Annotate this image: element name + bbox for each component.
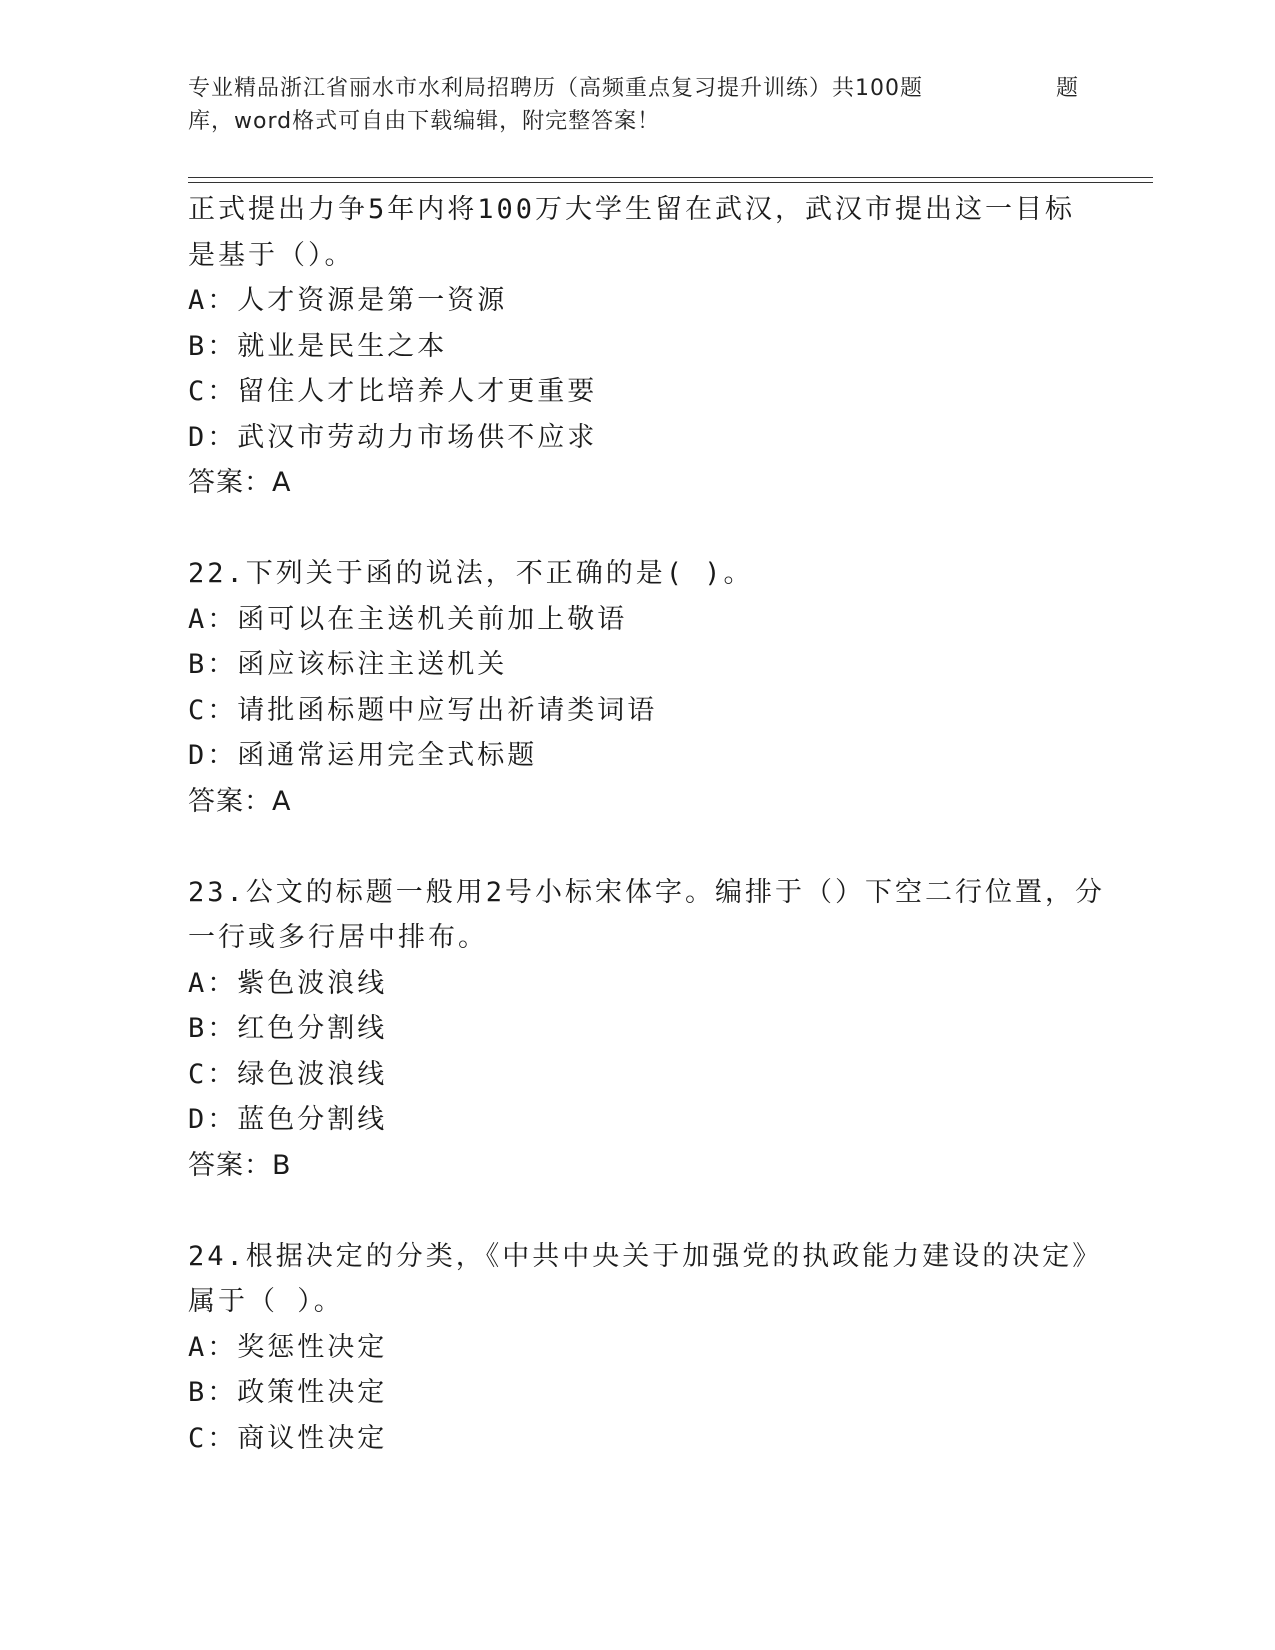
question-stem: 23.公文的标题一般用2号小标宋体字。编排于（）下空二行位置，分: [188, 876, 1106, 908]
question-block: [188, 870, 1106, 1189]
question-stem: 24.根据决定的分类，《中共中央关于加强党的执政能力建设的决定》: [188, 1240, 1103, 1272]
option-d: D：函通常运用完全式标题: [188, 740, 538, 771]
option-d: D：武汉市劳动力市场供不应求: [188, 421, 598, 453]
question-stem: 是基于（）。: [188, 239, 355, 271]
question-list: [188, 187, 1106, 1461]
header-divider-top: [188, 177, 1153, 178]
question-stem: 正式提出力争5年内将100万大学生留在武汉，武汉市提出这一目标: [188, 194, 1076, 225]
answer-line: 答案：A: [188, 785, 292, 817]
option-c: C：绿色波浪线: [188, 1058, 388, 1090]
option-d: D：蓝色分割线: [188, 1104, 388, 1135]
question-block: [188, 551, 1088, 824]
option-a: A：函可以在主送机关前加上敬语: [188, 603, 628, 635]
document-header: [188, 72, 1088, 138]
spacer: [188, 824, 1088, 870]
option-c: C：商议性决定: [188, 1422, 388, 1454]
question-block: [188, 1234, 1103, 1462]
option-b: B：就业是民生之本: [188, 330, 448, 362]
question-block: [188, 187, 1088, 506]
option-a: A：紫色波浪线: [188, 967, 388, 999]
question-stem: 一行或多行居中排布。: [188, 922, 488, 953]
option-a: A：人才资源是第一资源: [188, 285, 508, 316]
header-divider-bottom: [188, 182, 1153, 183]
answer-line: 答案：B: [188, 1149, 292, 1181]
spacer: [188, 1188, 1088, 1234]
option-c: C：留住人才比培养人才更重要: [188, 376, 598, 407]
option-b: B：函应该标注主送机关: [188, 649, 508, 680]
header-line-2: 库，word格式可自由下载编辑，附完整答案！: [188, 109, 661, 134]
answer-line: 答案：A: [188, 467, 292, 498]
question-stem: 22.下列关于函的说法，不正确的是( )。: [188, 558, 754, 589]
header-line-1: 专业精品浙江省丽水市水利局招聘历（高频重点复习提升训练）共100题: [188, 76, 923, 101]
option-b: B：红色分割线: [188, 1013, 388, 1044]
option-c: C：请批函标题中应写出祈请类词语: [188, 694, 658, 726]
header-line-1-tail: 题: [1056, 76, 1079, 101]
spacer: [188, 506, 1088, 552]
question-stem: 属于（ ）。: [188, 1286, 344, 1317]
option-a: A：奖惩性决定: [188, 1331, 388, 1363]
option-b: B：政策性决定: [188, 1377, 388, 1408]
